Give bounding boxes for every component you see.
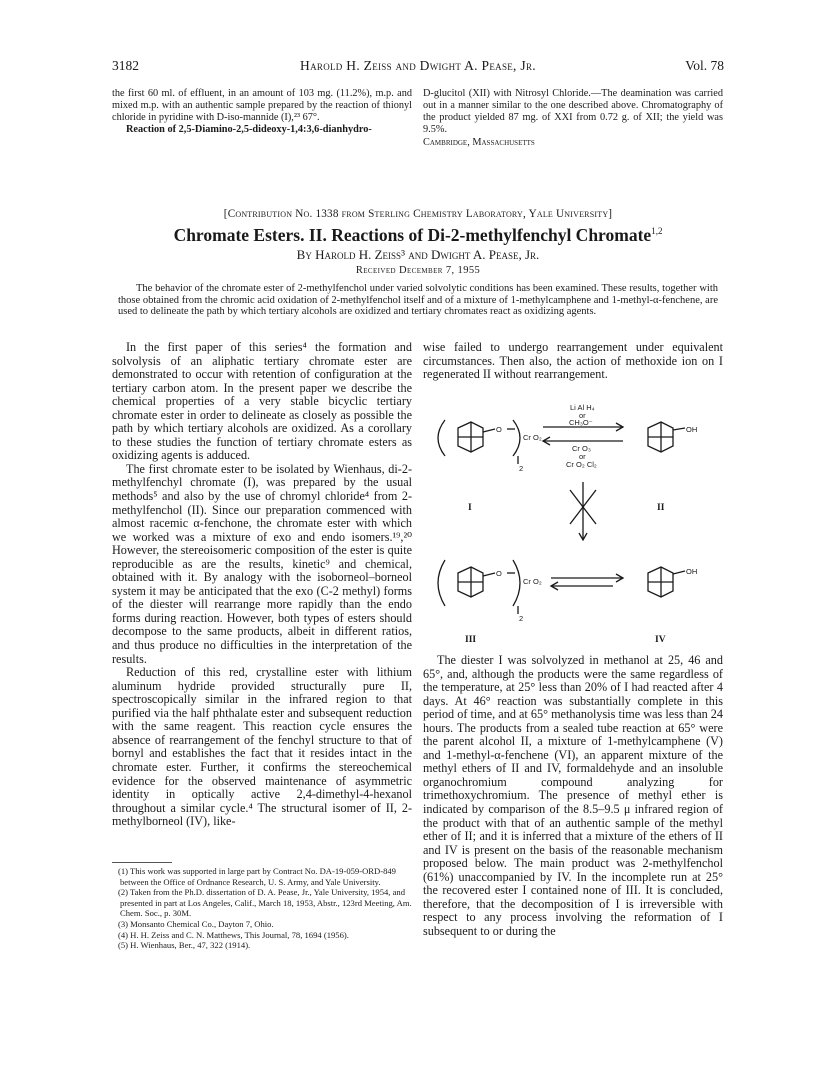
hydroxyl-label: OH <box>686 567 698 576</box>
reagent-label: or <box>579 411 586 420</box>
title-footnote-marker: 1,2 <box>651 226 663 237</box>
paragraph: The diester I was solvolyzed in methanol at 25, 46 and 65°, and, although the products were the same regardless of the temperature, at 25° less than 20% of I had reacted after 4 days. At 46° reaction was substantially complete in this period of time, and at 65° methanolysis time was less than 24 hours. The products from a sealed tube reaction at 65° were the parent alcohol II, a mixture of 1-methylcamphene (V) and 1-methyl-α-fenchene (VI), an apparent mixture of the methyl ethers of II and IV, formaldehyde and an insoluble organochromium compound analyzing for trimethoxychromium. The presence of methyl ether is indicated by comparison of the 8.5–9.5 μ infrared region of the product with that of an authentic sample of the methyl ether of II; and it is inferred that a mixture of the ethers of II and IV is present on the basis of the reasonable mechanism proposed below. The main product was 2-methylfenchol (61%) unaccompanied by IV. In the incomplete run at 25° the recovered ester I contained none of III. It is concluded, therefore, that the decomposition of I is irreversible with respect to any process involving the reformation of I subsequent to or during the <box>423 653 723 938</box>
article-title <box>112 225 724 246</box>
volume-label: Vol. 78 <box>685 58 724 73</box>
footnote: (1) This work was supported in large part by Contract No. DA-19-059-ORD-849 between the Office of Ordnance Research, U. S. Army, and Yale University. <box>118 866 396 887</box>
compound-label: III <box>465 635 477 645</box>
paren-right-icon <box>513 420 520 456</box>
paren-left-icon <box>438 560 445 606</box>
compound-label: II <box>657 503 665 513</box>
stoichiometry-subscript: 2 <box>519 614 524 623</box>
contribution-line: [Contribution No. 1338 from Sterling Chemistry Laboratory, Yale University] <box>223 208 613 220</box>
paragraph: wise failed to undergo rearrangement under equivalent circumstances. Then also, the action of methoxide ion on I regenerated II without rearrangement. <box>423 340 723 382</box>
reaction-scheme <box>423 398 723 652</box>
compound-label: I <box>468 503 472 513</box>
footnote: (2) Taken from the Ph.D. dissertation of D. A. Pease, Jr., Yale University, 1954, and presented in part at Los Angeles, Calif., March 18, 1953, Abstr., 123rd Meeting, Am. Chem. Soc., p. 30M. <box>118 887 412 919</box>
abstract: The behavior of the chromate ester of 2-methylfenchol under varied solvolytic conditions has been examined. These results, together with those obtained from the chromic acid oxidation of 2-methylfenchol itself and of a mixture of 1-methylcamphene and 1-methyl-α-fenchene, are used to delineate the path by which tertiary alcohols are oxidized and tertiary chromates react as oxidizing agents. <box>118 283 718 318</box>
ester-group-label: Cr O₂ <box>523 577 542 586</box>
section-heading: Reaction of 2,5-Diamino-2,5-dideoxy-1,4:3,6-dianhydro- <box>126 124 372 135</box>
ester-group-label: Cr O₂ <box>523 433 542 442</box>
reagent-label: or <box>579 452 586 461</box>
reagent-label: Cr O₃ <box>572 444 591 453</box>
title-text: Chromate Esters. II. Reactions of Di-2-methylfenchyl Chromate <box>173 225 652 245</box>
reagent-label: CH₃O⁻ <box>569 418 593 427</box>
stoichiometry-subscript: 2 <box>519 464 524 473</box>
compound-label: IV <box>655 635 666 645</box>
page-header <box>112 58 724 80</box>
top-left-column <box>112 88 412 136</box>
footnote: (4) H. H. Zeiss and C. N. Matthews, This Journal, 78, 1694 (1956). <box>118 929 349 940</box>
body-left-column <box>112 341 412 829</box>
reagent-label: Li Al H₄ <box>570 403 595 412</box>
running-title: Harold H. Zeiss and Dwight A. Pease, Jr. <box>300 58 536 73</box>
reaction-scheme-drawing <box>423 398 723 652</box>
hydroxyl-label: OH <box>686 425 698 434</box>
oxygen-label: O <box>496 569 502 578</box>
body-right-column <box>423 341 723 382</box>
page-number: 3182 <box>112 58 139 73</box>
paren-right-icon <box>513 560 520 606</box>
footnote-divider <box>112 862 172 863</box>
reagent-label: Cr O₂ Cl₂ <box>566 460 597 469</box>
received-date: Received December 7, 1955 <box>355 265 481 276</box>
footnote: (5) H. Wienhaus, Ber., 47, 322 (1914). <box>118 940 251 951</box>
paragraph: D-glucitol (XII) with Nitrosyl Chloride.—The deamination was carried out in a manner similar to the one described above. Chromatography of the product yielded 87 mg. of XXI from 0.72 g. of XII; the yield was 9.5%. <box>423 88 723 135</box>
paren-left-icon <box>438 420 445 456</box>
top-right-column <box>423 88 723 149</box>
paragraph: The first chromate ester to be isolated by Wienhaus, di-2-methylfenchyl chromate (I), was prepared by the usual methods⁵ and also by the use of chromyl chloride⁴ from 2-methylfenchol (II). Since our preparation commenced with almost racemic α-fenchone, the chromate ester with which we worked was a mixture of exo and endo isomers.¹⁹,²⁰ However, the stereoisomeric composition of the ester is quite reproducible as are the results, kinetic⁹ and chemical, obtained with it. By analogy with the isoborneol–borneol system it may be anticipated that the exo (C-2 methyl) forms of the diester will rearrange more rapidly than the endo forms during reaction. However, both types of esters should decompose to the same products, albeit in different ratios, and thus produce no difficulties in the interpretation of the results. <box>112 461 412 666</box>
paragraph: In the first paper of this series⁴ the formation and solvolysis of an aliphatic tertiary chromate ester are demonstrated to occur with retention of configuration at the tertiary carbon atom. In the present paper we describe the chemical properties of a very stable bicyclic tertiary chromate ester in order to delineate as closely as possible the path by which tertiary alcohols are oxidized. As a corollary to these studies the function of tertiary chromate esters as oxidizing agents is adduced. <box>112 340 412 463</box>
paragraph: Reduction of this red, crystalline ester with lithium aluminum hydride provided structurally pure II, spectroscopically similar in the infrared region to that purified via the half phthalate ester and subsequent reduction with the same reagent. This reaction cycle ensures the absence of rearrangement of the fenchyl structure to that of bornyl and establishes the fact that it resides intact in the chromate ester. Further, it confirms the stereochemical evidence for the observed maintenance of asymmetric identity in optically active 2,4-dimethyl-4-hexanol throughout a similar cycle.⁴ The structural isomer of II, 2-methylborneol (IV), like- <box>112 665 412 829</box>
body-right-lower <box>423 654 723 938</box>
affiliation-line: Cambridge, Massachusetts <box>423 137 535 148</box>
footnotes <box>112 862 412 951</box>
paragraph: the first 60 ml. of effluent, in an amount of 103 mg. (11.2%), m.p. and mixed m.p. with an authentic sample prepared by the reaction of thionyl chloride in pyridine with D-iso-mannide (I),²³ 67°. <box>112 88 412 123</box>
footnote: (3) Monsanto Chemical Co., Dayton 7, Ohio. <box>118 918 274 929</box>
oxygen-label: O <box>496 425 502 434</box>
author-line: By Harold H. Zeiss³ and Dwight A. Pease, Jr. <box>296 247 540 262</box>
